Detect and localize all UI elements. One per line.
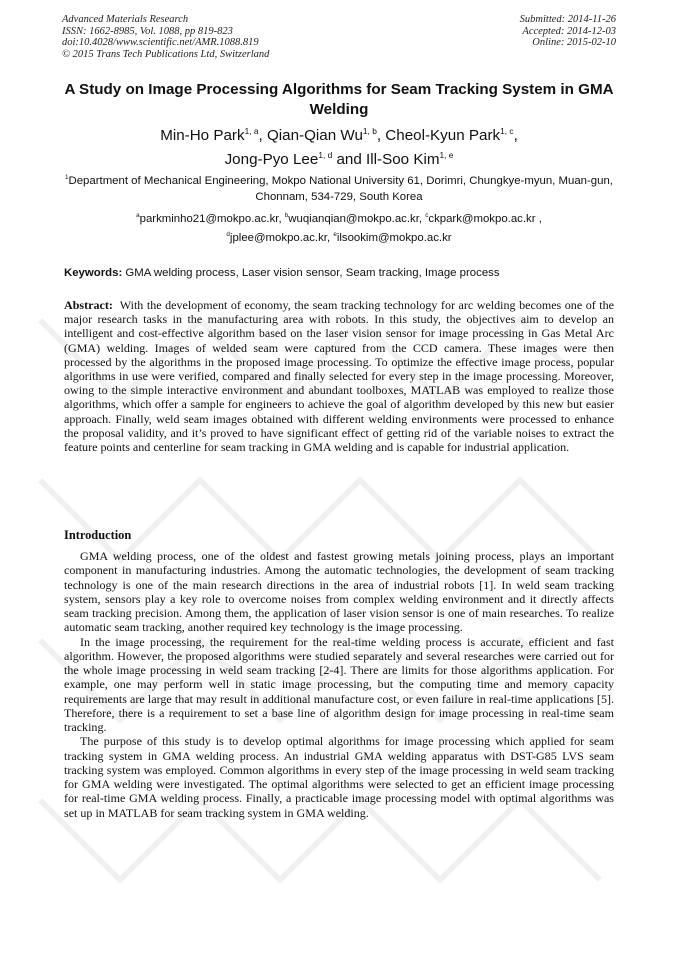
author-list: Min-Ho Park$^{1, a}$, Qian-Qian Wu$^{1, b}$, Cheol-Kyun Park$^{1, c}$, Jong-Pyo Lee$^{1, d}$ and Ill-Soo Kim$^{1, e}$ xyxy=(160,125,518,168)
section-heading-introduction: Introduction xyxy=(64,528,132,542)
affiliation-sup: 1 xyxy=(65,174,69,182)
author-name: Cheol-Kyun Park xyxy=(385,127,501,144)
author-sup: 1, a xyxy=(244,125,259,136)
email-sup: a xyxy=(136,212,140,220)
journal-doi: doi:10.4028/www.scientific.net/AMR.1088.819 xyxy=(62,37,259,49)
author-name: Ill-Soo Kim xyxy=(366,151,440,168)
author-sup: 1, e xyxy=(439,149,454,160)
keywords-text: GMA welding process, Laser vision sensor, Seam tracking, Image process xyxy=(125,267,500,279)
paragraph: GMA welding process, one of the oldest and fastest growing metals joining process, plays an important component in manufacturing industries. Among the automatic technologies, the development of seam tracking technology is one of the main research directions in the area of industrial robots [1]. In weld seam tracking system, sensors play a key role to overcome noises from complex welding environment and it directly affects seam tracking precision. Among them, the application of laser vision sensor is one of main researches. To realize automatic seam tracking, another required key technology is the image processing. xyxy=(64,549,614,635)
affiliation-text: Department of Mechanical Engineering, Mokpo National University 61, Dorimri, Chungkye-myun, Muan-gun, Chonnam, 534-729, South Korea xyxy=(68,175,613,203)
email-link[interactable]: ilsookim@mokpo.ac.kr xyxy=(336,232,452,244)
paragraph: The purpose of this study is to develop optimal algorithms for image processing which applied for seam tracking system in GMA welding process. An industrial GMA welding apparatus with DST-G85 LVS seam tracking system was employed. Common algorithms in every step of the image processing in weld seam tracking for GMA welding were investigated. The optimal algorithms were selected to get an efficient image processing for real-time GMA welding process. Finally, a practicable image processing model with optimal algorithms was set up in MATLAB for seam tracking system in GMA welding. xyxy=(64,734,614,820)
abstract xyxy=(64,298,614,454)
keywords-label: Keywords: xyxy=(64,267,123,279)
email-sup: d xyxy=(226,231,230,239)
affiliation xyxy=(60,174,618,205)
date-online: Online: 2015-02-10 xyxy=(532,37,616,49)
journal-info xyxy=(62,14,269,60)
abstract-label: Abstract: xyxy=(64,298,113,312)
journal-issn: ISSN: 1662-8985, Vol. 1088, pp 819-823 xyxy=(62,25,233,37)
email-list: $^a$parkminho21@mokpo.ac.kr, $^b$wuqianqian@mokpo.ac.kr, $^c$ckpark@mokpo.ac.kr , $^d$jplee@mokpo.ac.kr, $^e$ilsookim@mokpo.ac.kr xyxy=(136,212,542,244)
author-sup: 1, b xyxy=(362,125,377,136)
email-link[interactable]: ckpark@mokpo.ac.kr xyxy=(428,213,536,225)
journal-name: Advanced Materials Research xyxy=(62,14,189,25)
email-link[interactable]: parkminho21@mokpo.ac.kr xyxy=(139,213,279,225)
author-sup: 1, c xyxy=(500,125,514,136)
author-name: Min-Ho Park xyxy=(160,127,245,144)
email-link[interactable]: wuqianqian@mokpo.ac.kr xyxy=(288,213,419,225)
author-sup: 1, d xyxy=(318,149,333,160)
author-name: Qian-Qian Wu xyxy=(266,127,363,144)
paper-title: A Study on Image Processing Algorithms for Seam Tracking System in GMA Welding xyxy=(64,81,614,118)
introduction-body xyxy=(64,549,614,820)
author-name: Jong-Pyo Lee xyxy=(224,151,319,168)
email-sup: e xyxy=(333,231,337,239)
email-sup: b xyxy=(284,212,289,220)
abstract-text: With the development of economy, the seam tracking technology for arc welding becomes one of the major research tasks in the manufacturing area with robots. In this study, the objectives aim to develop an intelligent and cost-effective algorithm based on the laser vision sensor for image processing in Gas Metal Arc (GMA) welding. Images of welded seam were captured from the CCD camera. These images were then processed by the algorithms in the proposed image processing. To optimize the effective image process, popular algorithms in use were verified, compared and finally selected for every step in the image processing. Moreover, owing to the simple interactive environment and abundant toolboxes, MATLAB was employed to realize those algorithms, which offer a sample for engineers to achieve the goal of algorithm developed by this new but easier approach. Finally, weld seam images obtained with different welding environments were processed to enhance the proposal validity, and it’s proved to have significant effect of getting rid of the variable noises to extract the feature points and centerline for seam tracking in GMA welding and is capable for industrial application. xyxy=(64,298,614,455)
keywords xyxy=(64,266,614,281)
date-submitted: Submitted: 2014-11-26 xyxy=(519,14,616,25)
email-sup: c xyxy=(425,212,429,220)
date-accepted: Accepted: 2014-12-03 xyxy=(522,25,616,37)
author-conjunction: and xyxy=(336,151,362,168)
email-link[interactable]: jplee@mokpo.ac.kr xyxy=(229,232,327,244)
submission-dates xyxy=(520,14,616,49)
paragraph: In the image processing, the requirement for the real-time welding process is accurate, efficient and fast algorithm. However, the proposed algorithms were studied separately and several researches were carried out for the whole image processing in weld seam tracking [2-4]. There are limits for those algorithms application. For example, one may perform well in static image processing, but the computing time and memory capacity requirements are large that may result in additional manufacture cost, or even failure in real-time applications [5]. Therefore, there is a requirement to set a base line of algorithm design for image processing in real-time seam tracking. xyxy=(64,634,614,734)
journal-copyright: © 2015 Trans Tech Publications Ltd, Switzerland xyxy=(62,48,270,60)
